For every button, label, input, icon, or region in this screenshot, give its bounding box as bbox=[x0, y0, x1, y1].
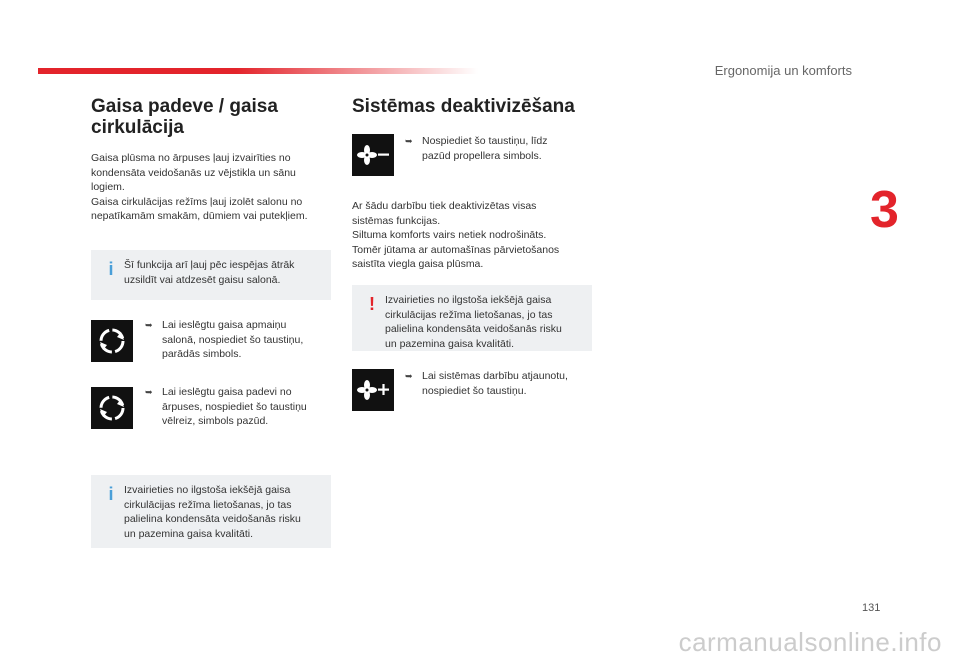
warning-icon: ! bbox=[369, 294, 375, 314]
recirculation-button-on[interactable] bbox=[91, 320, 133, 362]
recirculation-icon bbox=[91, 320, 133, 362]
left-intro-line: logiem. bbox=[91, 181, 125, 193]
arrow-bullet-icon: ➥ bbox=[145, 320, 153, 330]
left-intro-line: Gaisa cirkulācijas režīms ļauj izolēt salonu no bbox=[91, 195, 303, 208]
warning-note-right bbox=[352, 285, 592, 351]
header-red-bar bbox=[38, 68, 478, 74]
arrow-bullet-icon: ➥ bbox=[145, 387, 153, 397]
info-note-text: Izvairieties no ilgstoša iekšējā gaisa cirkulācijas režīma lietošanas, jo tas palielina kondensāta veidošanās risku un pazemina gaisa kvalitāti. bbox=[124, 484, 301, 540]
right-step-2: ➥ Lai sistēmas darbību atjaunotu, nospiediet šo taustiņu. bbox=[405, 370, 568, 397]
left-intro-line: kondensāta veidošanās uz vējstikla un sānu bbox=[91, 166, 296, 179]
left-step-1: ➥ Lai ieslēgtu gaisa apmaiņu salonā, nospiediet šo taustiņu, parādās simbols. bbox=[145, 319, 304, 360]
right-column bbox=[352, 96, 592, 117]
warning-note-text: Izvairieties no ilgstoša iekšējā gaisa cirkulācijas režīma lietošanas, jo tas palielina kondensāta veidošanās risku un pazemina gaisa kvalitāti. bbox=[385, 294, 562, 350]
info-note-left bbox=[91, 250, 331, 300]
fan-plus-icon bbox=[352, 369, 394, 411]
left-intro-line: nepatīkamām smakām, dūmiem vai putekļiem. bbox=[91, 210, 308, 222]
info-note-text: Šī funkcija arī ļauj pēc iespējas ātrāk uzsildīt vai atdzesēt gaisu salonā. bbox=[124, 259, 295, 286]
recirculation-icon bbox=[91, 387, 133, 429]
recirculation-button-off[interactable] bbox=[91, 387, 133, 429]
left-intro-line: Gaisa plūsma no ārpuses ļauj izvairīties no bbox=[91, 152, 291, 164]
arrow-bullet-icon: ➥ bbox=[405, 136, 413, 146]
left-heading: Gaisa padeve / gaisa cirkulācija bbox=[91, 96, 278, 138]
footer-watermark: carmanualsonline.info bbox=[678, 627, 942, 657]
info-icon: i bbox=[108, 259, 114, 279]
left-column bbox=[91, 96, 331, 138]
fan-off-button[interactable] bbox=[352, 134, 394, 176]
fan-on-button[interactable] bbox=[352, 369, 394, 411]
fan-minus-icon bbox=[352, 134, 394, 176]
info-note-left-2 bbox=[91, 475, 331, 548]
right-step-1: ➥ Nospiediet šo taustiņu, līdz pazūd propellera simbols. bbox=[405, 135, 548, 162]
header-title: Ergonomija un komforts bbox=[714, 63, 852, 78]
arrow-bullet-icon: ➥ bbox=[405, 371, 413, 381]
page-number: 131 bbox=[862, 602, 881, 614]
info-icon: i bbox=[108, 484, 114, 504]
right-body: Ar šādu darbību tiek deaktivizētas visas sistēmas funkcijas. Siltuma komforts vairs netiek nodrošināts. Tomēr jūtama ar automašīnas pārvietošanos saistīta viegla gaisa plūsma. bbox=[352, 200, 560, 270]
left-step-2: ➥ Lai ieslēgtu gaisa padevi no ārpuses, nospiediet šo taustiņu vēlreiz, simbols pazūd. bbox=[145, 386, 307, 427]
right-heading: Sistēmas deaktivizēšana bbox=[352, 96, 575, 117]
chapter-number: 3 bbox=[870, 181, 899, 239]
left-intro bbox=[91, 151, 336, 224]
